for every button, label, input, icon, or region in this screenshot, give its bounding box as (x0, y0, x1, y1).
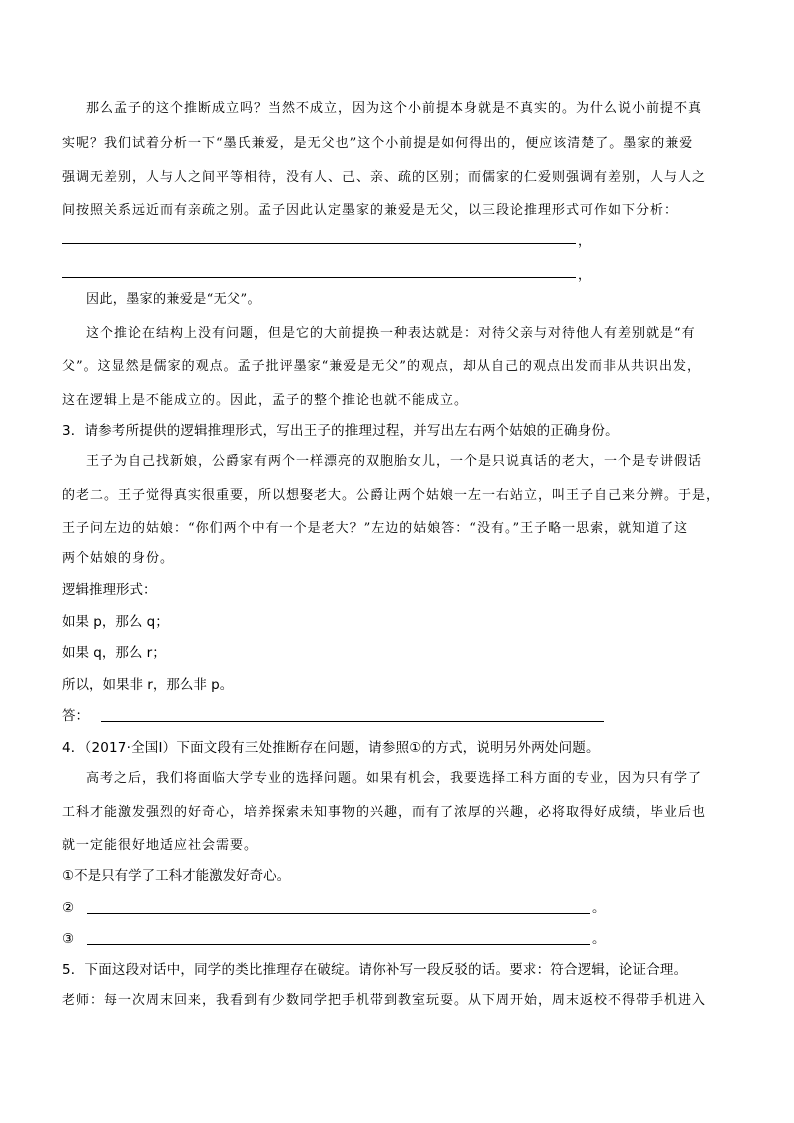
q5-dialog-line: 老师：每一次周末回来，我看到有少数同学把手机带到教室玩耍。从下周开始，周末返校不得带手机进入 (62, 993, 707, 1008)
q4-passage-line-3: 就一定能很好地适应社会需要。 (62, 838, 259, 853)
q4-passage-line-1: 高考之后，我们将面临大学专业的选择问题。如果有机会，我要选择工科方面的专业，因为只有学了 (86, 771, 703, 786)
q4-item-2-marker: ② (62, 900, 75, 916)
q4-item-2-blank[interactable] (87, 913, 590, 914)
analysis-line-3: 这在逻辑上是不能成立的。因此，孟子的整个推论也就不能成立。 (62, 393, 469, 408)
blank-2-suffix: ， (578, 268, 592, 283)
q3-story-line-4: 两个姑娘的身份。 (62, 551, 175, 566)
passage1-line-3: 强调无差别，人与人之间平等相待，没有人、己、亲、疏的区别；而儒家的仁爱则强调有差别，人与人之 (62, 170, 707, 185)
q3-answer-blank[interactable] (101, 721, 604, 722)
q5-title: 5．下面这段对话中，同学的类比推理存在破绽。请你补写一段反驳的话。要求：符合逻辑，论证合理。 (62, 962, 688, 978)
blank-1-suffix: ， (578, 234, 592, 249)
q3-story-line-1: 王子为自己找新娘，公爵家有两个一样漂亮的双胞胎女儿，一个是只说真话的老大，一个是专讲假话 (86, 454, 703, 469)
answer-blank-1[interactable] (62, 243, 576, 244)
q3-form-line-3: 所以，如果非 r，那么非 p。 (62, 677, 234, 693)
q4-item-3-blank[interactable] (87, 944, 590, 945)
q3-title: 3．请参考所提供的逻辑推理形式，写出王子的推理过程，并写出左右两个姑娘的正确身份。 (62, 423, 619, 439)
analysis-line-2: 父”。这显然是儒家的观点。孟子批评墨家“兼爱是无父”的观点，却从自己的观点出发而非从共识出发， (62, 359, 701, 374)
q4-item-3-marker: ③ (62, 931, 75, 947)
passage1-line-1: 那么孟子的这个推断成立吗？当然不成立，因为这个小前提本身就是不真实的。为什么说小前提不真 (86, 101, 703, 116)
q3-form-line-2: 如果 q，那么 r； (62, 645, 166, 661)
q4-item-3-suffix: 。 (592, 931, 606, 947)
q4-item-2-suffix: 。 (592, 900, 606, 916)
q3-form-line-1: 如果 p，那么 q； (62, 614, 169, 630)
q3-story-line-2: 的老二。王子觉得真实很重要，所以想娶老大。公爵让两个姑娘一左一右站立，叫王子自己来分辨。于是， (62, 488, 721, 503)
analysis-line-1: 这个推论在结构上没有问题，但是它的大前提换一种表达就是：对待父亲与对待他人有差别就是“有 (86, 326, 696, 341)
answer-blank-2[interactable] (62, 277, 576, 278)
q3-story-line-3: 王子问左边的姑娘：“你们两个中有一个是老大？”左边的姑娘答：“没有。”王子略一思索，就知道了这 (62, 521, 689, 536)
q4-title: 4．（2017·全国Ⅰ）下面文段有三处推断存在问题，请参照①的方式，说明另外两处问题。 (62, 740, 600, 756)
passage1-line-2: 实呢？我们试着分析一下“墨氏兼爱，是无父也”这个小前提是如何得出的，便应该清楚了。墨家的兼爱 (62, 136, 694, 151)
q3-form-label: 逻辑推理形式： (62, 582, 157, 598)
q3-answer-label: 答： (62, 708, 89, 724)
q4-passage-line-2: 工科才能激发强烈的好奇心，培养探索未知事物的兴趣，而有了浓厚的兴趣，必将取得好成绩，毕业后也 (62, 805, 707, 820)
passage1-conclusion: 因此，墨家的兼爱是“无父”。 (86, 292, 261, 307)
passage1-line-4: 间按照关系远近而有亲疏之别。孟子因此认定墨家的兼爱是无父，以三段论推理形式可作如下分析： (62, 203, 679, 218)
q4-item-1: ①不是只有学了工科才能激发好奇心。 (62, 868, 291, 884)
